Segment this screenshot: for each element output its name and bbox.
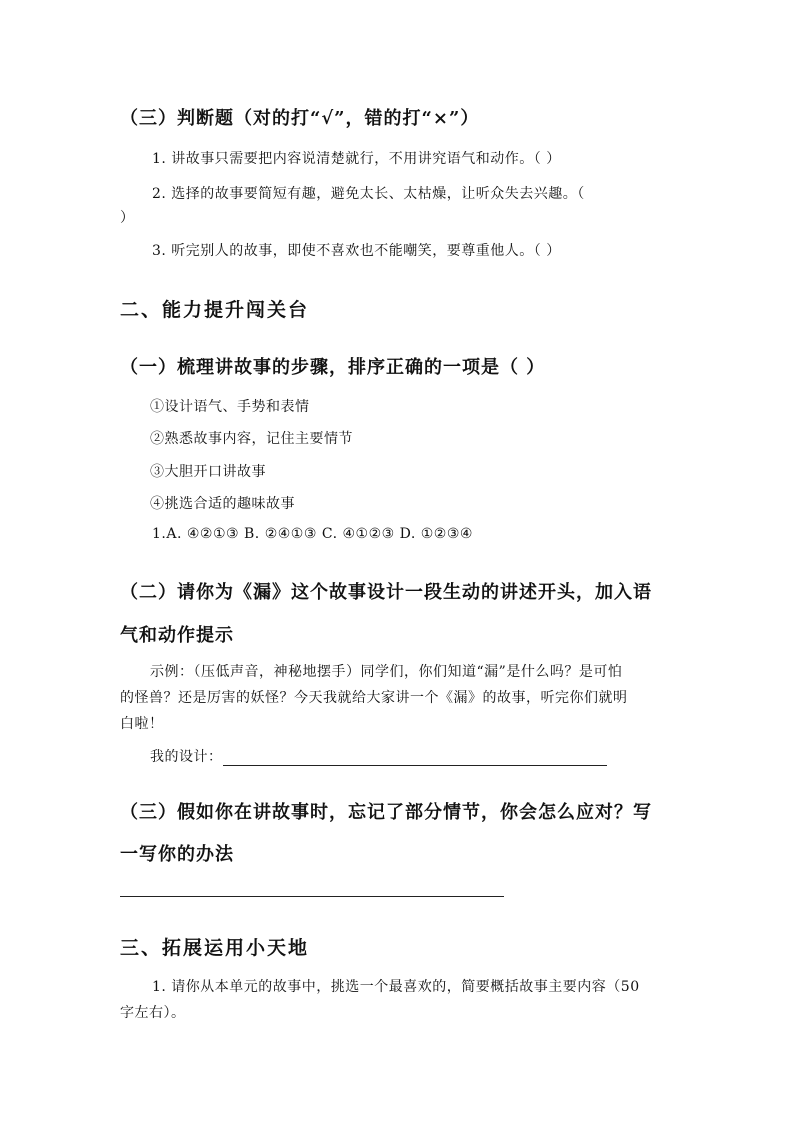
- q2-design-row: [150, 746, 607, 766]
- q1-heading: （一）梳理讲故事的步骤，排序正确的一项是（ ）: [120, 357, 546, 378]
- q1-options: 1.A. ④②①③ B. ②④①③ C. ④①②③ D. ①②③④: [152, 526, 473, 542]
- q2-heading-line-1: （二）请你为《漏》这个故事设计一段生动的讲述开头，加入语: [120, 582, 652, 603]
- judge-heading: （三）判断题（对的打“√”，错的打“×”）: [120, 108, 480, 129]
- q1-step-2: ②熟悉故事内容，记住主要情节: [150, 431, 353, 447]
- q2-example-line-1: 示例：（压低声音，神秘地摆手）同学们，你们知道“漏”是什么吗？是可怕: [150, 664, 623, 680]
- section-three-item-1-line-2: 字左右）。: [120, 1005, 186, 1021]
- q2-design-label: 我的设计：: [150, 749, 223, 765]
- q2-example-line-2: 的怪兽？还是厉害的妖怪？今天我就给大家讲一个《漏》的故事，听完你们就明: [120, 690, 628, 706]
- q1-step-1: ①设计语气、手势和表情: [150, 399, 310, 415]
- judge-item-3: 3. 听完别人的故事，即使不喜欢也不能嘲笑，要尊重他人。（ ）: [152, 243, 561, 259]
- section-three-heading: 三、拓展运用小天地: [120, 937, 310, 959]
- q1-step-3: ③大胆开口讲故事: [150, 464, 266, 480]
- q3-heading-line-1: （三）假如你在讲故事时，忘记了部分情节，你会怎么应对？写: [120, 802, 652, 823]
- q2-heading-line-2: 气和动作提示: [120, 625, 234, 646]
- q3-answer-line[interactable]: [120, 880, 504, 897]
- q2-example-line-3: 白啦！: [120, 716, 164, 732]
- section-two-heading: 二、能力提升闯关台: [120, 299, 310, 321]
- judge-item-2-close: ）: [120, 210, 135, 226]
- judge-item-1: 1. 讲故事只需要把内容说清楚就行，不用讲究语气和动作。（ ）: [152, 151, 561, 167]
- section-three-item-1-line-1: 1. 请你从本单元的故事中，挑选一个最喜欢的，简要概括故事主要内容（50: [152, 979, 640, 995]
- q1-step-4: ④挑选合适的趣味故事: [150, 496, 295, 512]
- q3-heading-line-2: 一写你的办法: [120, 844, 234, 865]
- q2-design-answer-line[interactable]: [223, 749, 607, 766]
- judge-item-2: 2. 选择的故事要简短有趣，避免太长、太枯燥，让听众失去兴趣。（: [152, 186, 585, 202]
